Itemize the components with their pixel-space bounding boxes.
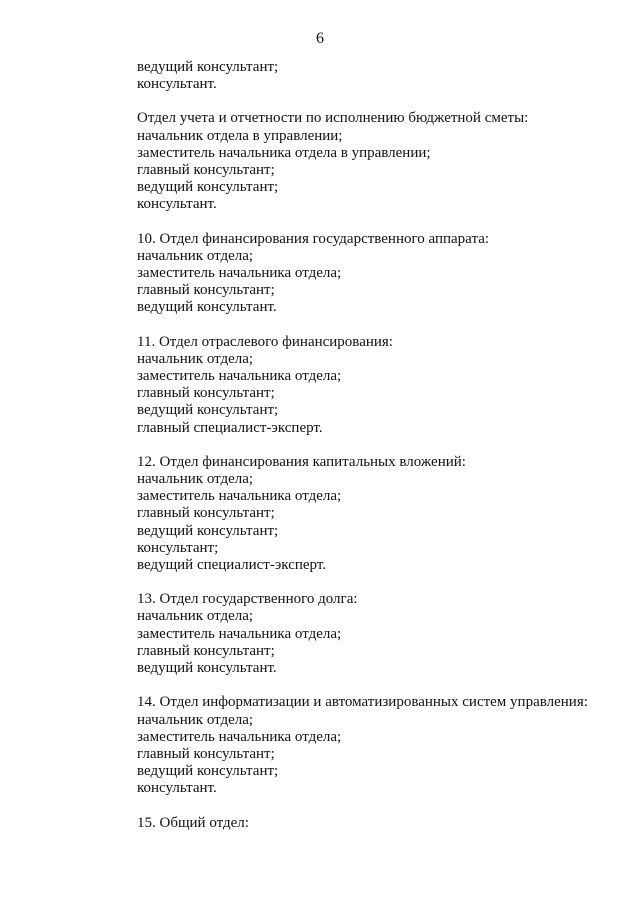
section-heading: 12. Отдел финансирования капитальных вложений: bbox=[137, 453, 466, 470]
position-item: начальник отдела; bbox=[137, 247, 254, 264]
position-item: главный консультант; bbox=[137, 282, 275, 299]
continuation-block bbox=[137, 59, 617, 93]
section-12 bbox=[137, 454, 617, 574]
section-budget-accounting bbox=[137, 110, 617, 213]
section-heading: 14. Отдел информатизации и автоматизированных систем управления: bbox=[137, 694, 588, 711]
position-item: ведущий консультант; bbox=[137, 179, 279, 196]
position-item: заместитель начальника отдела; bbox=[137, 728, 342, 745]
position-item: заместитель начальника отдела; bbox=[137, 625, 342, 642]
continuation-line: консультант. bbox=[137, 76, 217, 93]
position-item: начальник отдела; bbox=[137, 608, 254, 625]
position-item: ведущий консультант; bbox=[137, 402, 279, 419]
section-heading: 15. Общий отдел: bbox=[137, 814, 249, 831]
position-item: главный консультант; bbox=[137, 505, 275, 522]
section-heading: 10. Отдел финансирования государственного аппарата: bbox=[137, 230, 490, 247]
section-heading: 11. Отдел отраслевого финансирования: bbox=[137, 333, 393, 350]
position-item: заместитель начальника отдела; bbox=[137, 265, 342, 282]
position-item: ведущий консультант. bbox=[137, 660, 277, 677]
position-item: начальник отдела; bbox=[137, 711, 254, 728]
position-item: ведущий консультант; bbox=[137, 522, 279, 539]
position-item: главный специалист-эксперт. bbox=[137, 419, 323, 436]
position-item: начальник отдела в управлении; bbox=[137, 127, 343, 144]
section-13 bbox=[137, 591, 617, 677]
section-heading: 13. Отдел государственного долга: bbox=[137, 591, 358, 608]
position-item: ведущий консультант; bbox=[137, 763, 279, 780]
position-item: заместитель начальника отдела; bbox=[137, 488, 342, 505]
section-14 bbox=[137, 694, 617, 797]
section-15 bbox=[137, 815, 617, 832]
position-item: главный консультант; bbox=[137, 162, 275, 179]
section-11 bbox=[137, 334, 617, 437]
position-item: ведущий специалист-эксперт. bbox=[137, 557, 327, 574]
position-item: консультант. bbox=[137, 780, 217, 797]
position-item: ведущий консультант. bbox=[137, 299, 277, 316]
continuation-line: ведущий консультант; bbox=[137, 59, 279, 75]
document-body bbox=[137, 59, 617, 849]
section-heading: Отдел учета и отчетности по исполнению бюджетной сметы: bbox=[137, 110, 529, 127]
position-item: заместитель начальника отдела в управлении; bbox=[137, 144, 431, 161]
position-item: начальник отдела; bbox=[137, 471, 254, 488]
section-10 bbox=[137, 231, 617, 317]
position-item: консультант; bbox=[137, 539, 219, 556]
position-item: главный консультант; bbox=[137, 745, 275, 762]
position-item: начальник отдела; bbox=[137, 350, 254, 367]
position-item: заместитель начальника отдела; bbox=[137, 368, 342, 385]
page-number: 6 bbox=[316, 30, 324, 47]
position-item: главный консультант; bbox=[137, 385, 275, 402]
position-item: консультант. bbox=[137, 196, 217, 213]
position-item: главный консультант; bbox=[137, 642, 275, 659]
